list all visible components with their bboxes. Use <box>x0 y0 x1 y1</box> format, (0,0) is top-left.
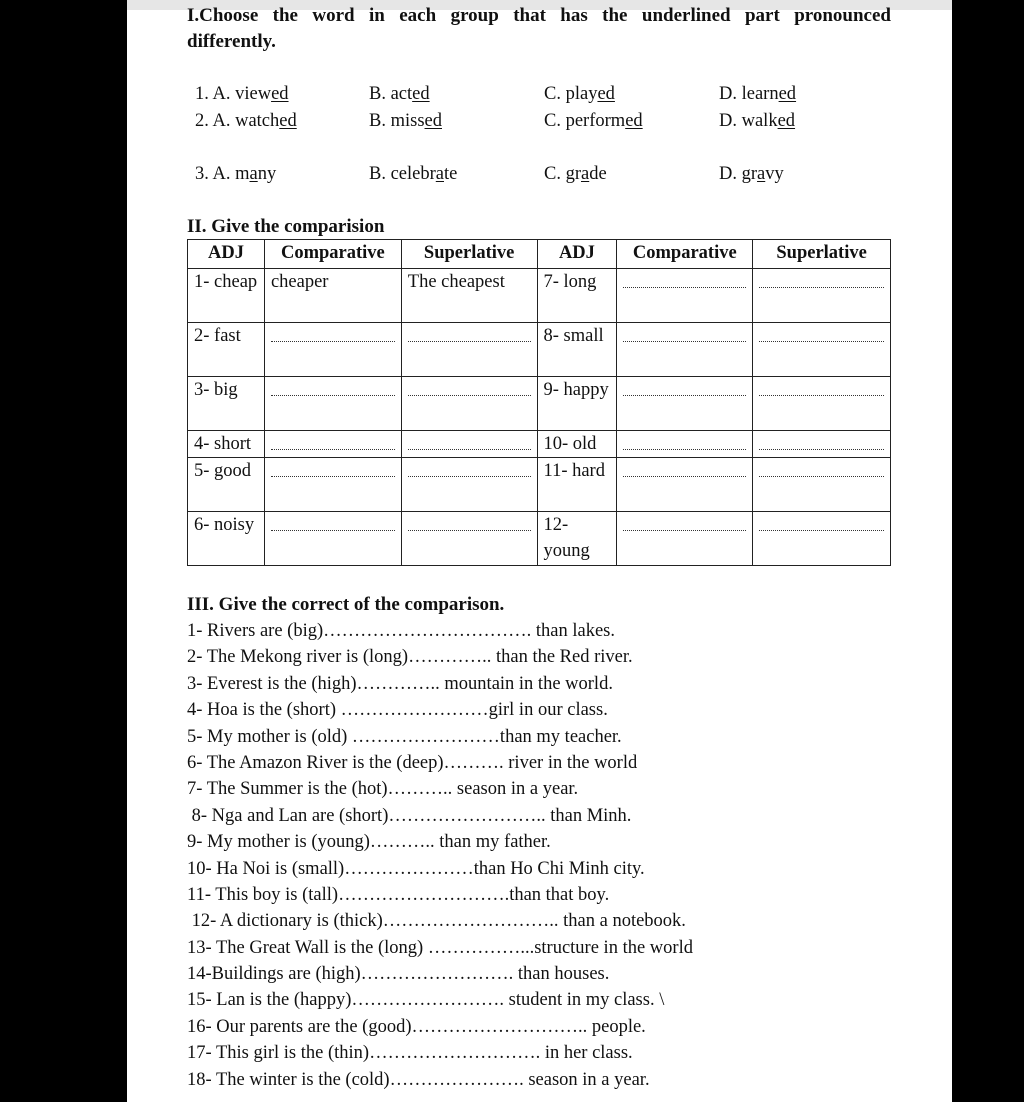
exercise-line: 2- The Mekong river is (long)………….. than the Red river. <box>187 647 633 668</box>
exercise-line: 12- A dictionary is (thick)……………………….. than a notebook. <box>187 911 686 932</box>
exercise-line: 13- The Great Wall is the (long) ……………...structure in the world <box>187 937 693 958</box>
adj-cell: 5- good <box>188 458 265 512</box>
table-row <box>188 269 891 323</box>
exercise-line: 16- Our parents are the (good)……………………….. people. <box>187 1016 646 1037</box>
header-comparative-1: Comparative <box>264 240 401 269</box>
table-row <box>188 377 891 431</box>
exercise-line: 17- This girl is the (thin)………………………. in her class. <box>187 1043 633 1064</box>
option-3b: B. celebrate <box>369 164 458 184</box>
comparative-blank[interactable] <box>264 512 401 566</box>
header-adj-1: ADJ <box>188 240 265 269</box>
option-3a: 3. A. many <box>195 164 277 184</box>
superlative-blank[interactable] <box>401 512 537 566</box>
comparative-blank[interactable] <box>264 323 401 377</box>
exercise-line: 18- The winter is the (cold)…………………. season in a year. <box>187 1069 650 1090</box>
table-header-row <box>188 240 891 269</box>
header-superlative-1: Superlative <box>401 240 537 269</box>
superlative-blank[interactable] <box>753 431 891 458</box>
document-page <box>127 0 952 1102</box>
superlative-cell: The cheapest <box>401 269 537 323</box>
adj-cell: 3- big <box>188 377 265 431</box>
exercise-line: 9- My mother is (young)……….. than my father. <box>187 832 551 853</box>
option-2a: 2. A. watched <box>195 111 297 131</box>
adj-cell: 2- fast <box>188 323 265 377</box>
superlative-blank[interactable] <box>401 458 537 512</box>
adj-cell: 7- long <box>537 269 617 323</box>
option-2b: B. missed <box>369 111 442 131</box>
comparative-blank[interactable] <box>617 458 753 512</box>
comparative-blank[interactable] <box>264 458 401 512</box>
option-2d: D. walked <box>719 111 796 131</box>
option-1d: D. learned <box>719 84 797 104</box>
exercise-line: 11- This boy is (tall)……………………….than that boy. <box>187 884 610 905</box>
table-row <box>188 431 891 458</box>
superlative-blank[interactable] <box>401 431 537 458</box>
adj-cell: 9- happy <box>537 377 617 431</box>
comparative-cell: cheaper <box>264 269 401 323</box>
exercise-line: 8- Nga and Lan are (short)…………………….. than Minh. <box>187 805 632 826</box>
adj-cell: 11- hard <box>537 458 617 512</box>
table-row <box>188 458 891 512</box>
exercise-line: 3- Everest is the (high)………….. mountain in the world. <box>187 673 613 694</box>
comparative-blank[interactable] <box>264 431 401 458</box>
adj-cell: 1- cheap <box>188 269 265 323</box>
exercise-line: 6- The Amazon River is the (deep)………. river in the world <box>187 752 638 773</box>
comparative-blank[interactable] <box>264 377 401 431</box>
superlative-blank[interactable] <box>401 323 537 377</box>
superlative-blank[interactable] <box>753 512 891 566</box>
superlative-blank[interactable] <box>753 458 891 512</box>
adj-cell: 12- young <box>537 512 617 566</box>
exercise-line: 1- Rivers are (big)……………………………. than lakes. <box>187 621 615 641</box>
superlative-blank[interactable] <box>401 377 537 431</box>
header-adj-2: ADJ <box>537 240 617 269</box>
comparative-blank[interactable] <box>617 377 753 431</box>
option-2c: C. performed <box>544 111 643 131</box>
section3-heading: III. Give the correct of the comparison. <box>187 594 505 615</box>
adj-cell: 4- short <box>188 431 265 458</box>
comparison-table <box>187 239 891 566</box>
superlative-blank[interactable] <box>753 323 891 377</box>
comparative-blank[interactable] <box>617 269 753 323</box>
table-row <box>188 323 891 377</box>
question-row-2 <box>195 108 895 134</box>
section2-heading: II. Give the comparision <box>187 216 385 237</box>
exercise-line: 14-Buildings are (high)……………………. than houses. <box>187 964 610 985</box>
section1-heading: I.Choose the word in each group that has the underlined part pronounced differently. <box>187 5 891 52</box>
table-row <box>188 512 891 566</box>
adj-cell: 6- noisy <box>188 512 265 566</box>
adj-cell: 8- small <box>537 323 617 377</box>
exercise-line: 15- Lan is the (happy)……………………. student in my class. \ <box>187 990 665 1011</box>
exercise-line: 4- Hoa is the (short) ……………………girl in our class. <box>187 700 608 721</box>
option-1a: 1. A. viewed <box>195 84 289 104</box>
exercise-line: 5- My mother is (old) ……………………than my teacher. <box>187 726 622 747</box>
superlative-blank[interactable] <box>753 377 891 431</box>
comparative-blank[interactable] <box>617 323 753 377</box>
header-comparative-2: Comparative <box>617 240 753 269</box>
option-3d: D. gravy <box>719 164 784 184</box>
superlative-blank[interactable] <box>753 269 891 323</box>
exercise-list <box>187 618 892 1093</box>
option-1b: B. acted <box>369 84 430 104</box>
adj-cell: 10- old <box>537 431 617 458</box>
option-1c: C. played <box>544 84 615 104</box>
header-superlative-2: Superlative <box>753 240 891 269</box>
exercise-line: 10- Ha Noi is (small)…………………than Ho Chi Minh city. <box>187 858 645 879</box>
question-row-1 <box>195 81 895 107</box>
comparative-blank[interactable] <box>617 431 753 458</box>
option-3c: C. grade <box>544 164 607 184</box>
comparative-blank[interactable] <box>617 512 753 566</box>
exercise-line: 7- The Summer is the (hot)……….. season in a year. <box>187 779 579 800</box>
question-row-3 <box>195 161 895 187</box>
